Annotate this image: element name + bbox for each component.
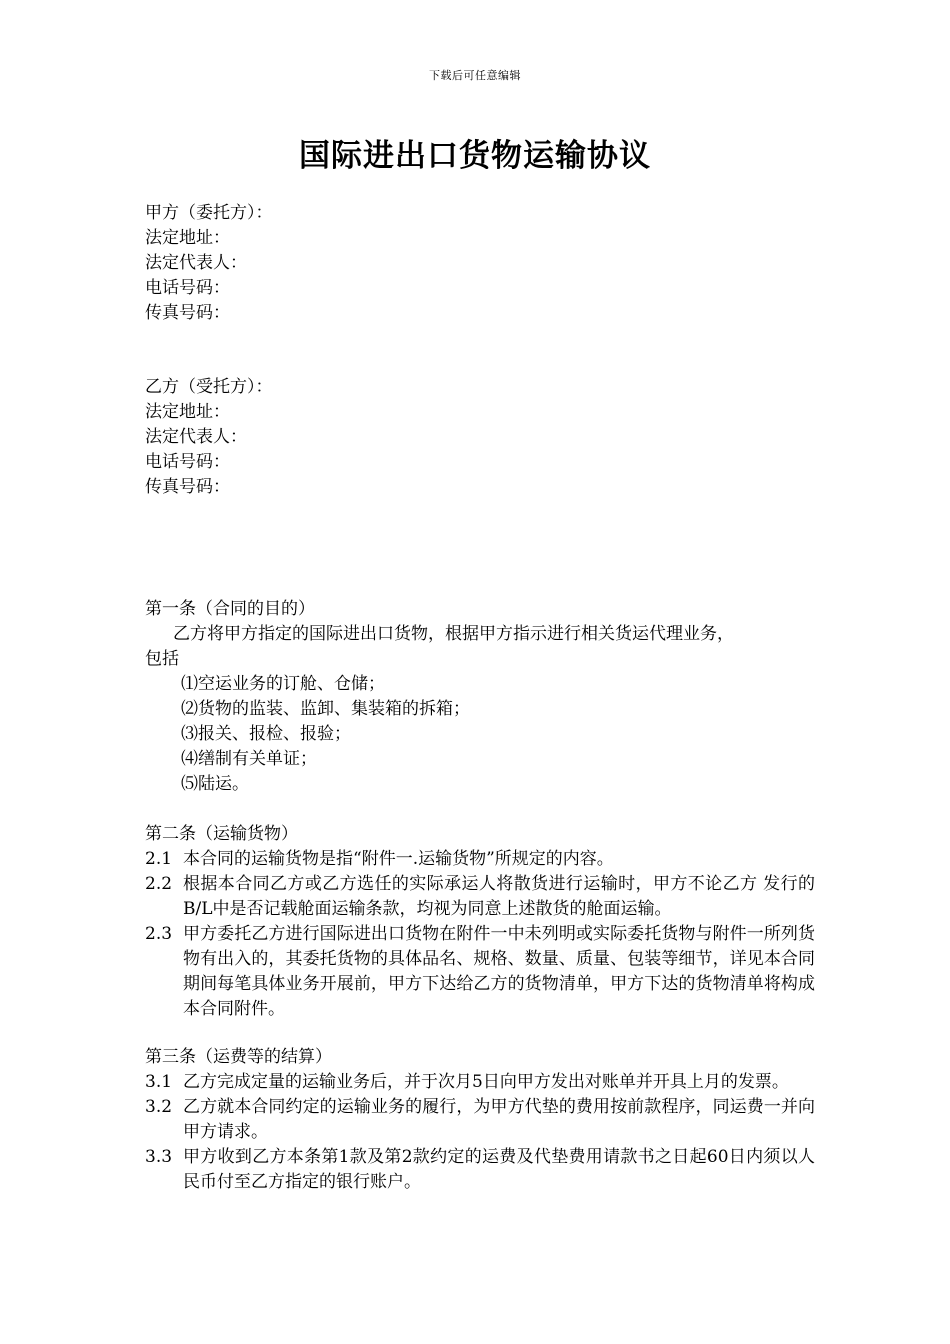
article-1-intro-line-2: 包括 — [145, 649, 179, 669]
article-2-clause — [145, 847, 815, 872]
party-a-address: 法定地址： — [145, 228, 230, 248]
article-2-clause — [145, 922, 815, 1022]
party-b-heading: 乙方（受托方）： — [145, 377, 273, 397]
clause-number: 3.2 — [145, 1097, 173, 1117]
article-1-item: ⑵货物的监装、监卸、集装箱的拆箱； — [181, 699, 470, 719]
party-a-section — [145, 201, 815, 326]
article-3-clause — [145, 1145, 815, 1195]
article-3 — [145, 1045, 815, 1195]
clause-text: 根据本合同乙方或乙方选任的实际承运人将散货进行运输时，甲方不论乙方 发行的B/L中是否记载舱面运输条款，均视为同意上述散货的舱面运输。 — [183, 874, 815, 919]
clause-text: 乙方就本合同约定的运输业务的履行，为甲方代垫的费用按前款程序，同运费一并向甲方请求。 — [183, 1097, 815, 1142]
clause-number: 3.3 — [145, 1147, 173, 1167]
article-1-item: ⑴空运业务的订舱、仓储； — [181, 674, 385, 694]
party-a-representative: 法定代表人： — [145, 253, 247, 273]
party-b-phone: 电话号码： — [145, 452, 230, 472]
party-b-section — [145, 375, 815, 500]
article-3-clause — [145, 1095, 815, 1145]
clause-text: 本合同的运输货物是指“附件一.运输货物”所规定的内容。 — [183, 849, 614, 869]
article-2 — [145, 822, 815, 1022]
article-1-heading: 第一条（合同的目的） — [145, 599, 315, 619]
party-a-fax: 传真号码： — [145, 303, 230, 323]
clause-text: 乙方完成定量的运输业务后，并于次月5日向甲方发出对账单并开具上月的发票。 — [183, 1072, 789, 1092]
party-b-fax: 传真号码： — [145, 477, 230, 497]
article-1-item: ⑸陆运。 — [181, 774, 249, 794]
article-3-heading: 第三条（运费等的结算） — [145, 1047, 332, 1067]
clause-number: 2.1 — [145, 849, 173, 869]
article-2-heading: 第二条（运输货物） — [145, 824, 298, 844]
clause-text: 甲方委托乙方进行国际进出口货物在附件一中未列明或实际委托货物与附件一所列货物有出入的，其委托货物的具体品名、规格、数量、质量、包装等细节，详见本合同期间每笔具体业务开展前，甲方下达给乙方的货物清单，甲方下达的货物清单将构成本合同附件。 — [183, 924, 815, 1019]
article-1-intro-line-1: 乙方将甲方指定的国际进出口货物，根据甲方指示进行相关货运代理业务， — [173, 624, 734, 644]
document-title: 国际进出口货物运输协议 — [299, 138, 651, 174]
party-a-heading: 甲方（委托方）： — [145, 203, 273, 223]
article-1-item: ⑷缮制有关单证； — [181, 749, 317, 769]
clause-number: 2.3 — [145, 924, 173, 944]
article-1-item: ⑶报关、报检、报验； — [181, 724, 351, 744]
party-a-phone: 电话号码： — [145, 278, 230, 298]
party-b-address: 法定地址： — [145, 402, 230, 422]
article-3-clause — [145, 1070, 815, 1095]
clause-text: 甲方收到乙方本条第1款及第2款约定的运费及代垫费用请款书之日起60日内须以人民币付至乙方指定的银行账户。 — [183, 1147, 815, 1192]
clause-number: 3.1 — [145, 1072, 173, 1092]
party-b-representative: 法定代表人： — [145, 427, 247, 447]
article-1 — [145, 597, 815, 797]
header-note: 下载后可任意编辑 — [429, 69, 521, 82]
article-2-clause — [145, 872, 815, 922]
clause-number: 2.2 — [145, 874, 173, 894]
